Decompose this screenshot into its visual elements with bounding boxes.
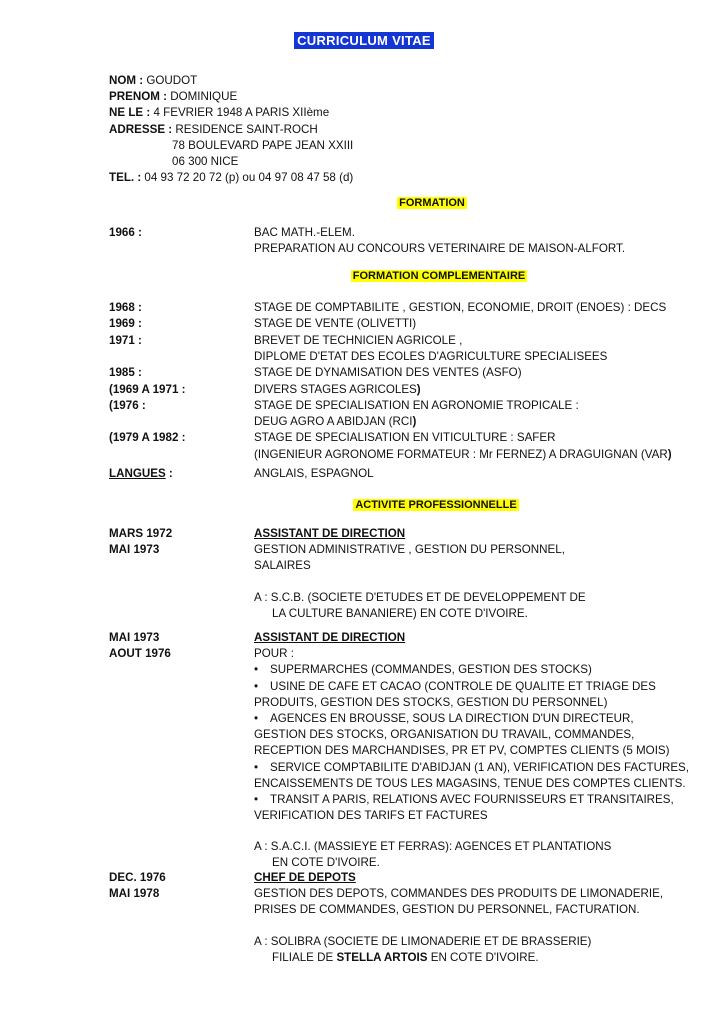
job-title: CHEF DE DEPOTS — [254, 871, 356, 884]
job-title: ASSISTANT DE DIRECTION — [254, 631, 406, 644]
cv-title: CURRICULUM VITAE — [0, 33, 728, 48]
cv-page: CURRICULUM VITAE NOM : GOUDOT PRENOM : DOMINIQUE NE LE : 4 FEVRIER 1948 A PARIS XIIème ADRESSE : RESIDENCE SAINT-ROCH 78 BOULEVARD PAPE JEAN XXIII 06 300 NICE TEL. : 04 93 72 20 72 (p) ou 04 97 08 47 58 (d) FORMATION 1966 : BAC MATH.-ELEM. PREPARATION AU CONCOURS VETERINAIRE DE MAISON-ALFORT. FORMATION COMPLEMENTAIRE 1968 : STAGE DE COMPTABILITE , GESTION, ECONOMIE, DROIT (ENOES) : DECS 1969 : STAGE DE VENTE (OLIVETTI) 1971 : BREVET DE TECHNICIEN AGRICOLE , DIPLOME D'ETAT DES ECOLES D'AGRICULTURE SPECIALISEES 1985 : STAGE DE DYNAMISATION DES VENTES (ASFO) (1969 A 1971 : DIVERS STAGES AGRICOLES) (1976 : STAGE DE SPECIALISATION EN AGRONOMIE TROPICALE : DEUG AGRO A ABIDJAN (RCI) (1979 A 1982 : STAGE DE SPECIALISATION EN VITICULTURE : SAFER (INGENIEUR AGRONOME FORMATEUR : Mr FERNEZ) A DRAGUIGNAN (VAR) LANGUES : ANGLAIS, ESPAGNOL ACTIVITE PROFESSIONNELLE MARS 1972 MAI 1973 ASSISTANT DE DIRECTION GESTION ADMINISTRATIVE , GESTION DU PERSONNEL, SALAIRES A : S.C.B. (SOCIETE D'ETUDES ET DE DEVELOPPEMENT DE LA CULTURE BANANIERE) EN COTE D'IVOIRE. MAI 1973 AOUT 1976 ASSISTANT DE DIRECTION POUR : • SUPERMARCHES (COMMANDES, GESTION DES STOCKS) • USINE DE CAFE ET CACAO (CONTROLE DE QUALITE ET TRIAGE DES PRODUITS, GESTION DES STOCKS, GESTION DU PERSONNEL) • AGENCES EN BROUSSE, SOUS LA DIRECTION D'UN DIRECTEUR, GESTION DES STOCKS, ORGANISATION DU TRAVAIL, COMMANDES, RECEPTION DES MARCHANDISES, PR ET PV, COMPTES CLIENTS (5 MOIS) • SERVICE COMPTABILITE D'ABIDJAN (1 AN), VERIFICATION DES FACTURES, ENCAISSEMENTS DE TOUS LES MAGASINS, TENUE DES COMPTES CLIENTS. • TRANSIT A PARIS, RELATIONS AVEC FOURNISSEURS ET TRANSITAIRES, VERIFICATION DES TARIFS ET FACTURES A : S.A.C.I. (MASSIEYE ET FERRAS): AGENCES ET PLANTATIONS EN COTE D'IVOIRE. DEC. 1976 MAI 1978 CHEF DE DEPOTS GESTION DES DEPOTS, COMMANDES DES PRODUITS DE LIMONADERIE, PRISES DE COMMANDES, GESTION DU PERSONNEL, FACTURATION. A : SOLIBRA (SOCIETE DE LIMONADERIE ET DE BRASSERIE) FILIALE DE STELLA ARTOIS EN COTE D'IVOIRE. — [0, 0, 728, 1030]
address-line: ADRESSE : RESIDENCE SAINT-ROCH — [109, 122, 318, 136]
list-item: • SUPERMARCHES (COMMANDES, GESTION DES STOCKS) — [254, 663, 592, 677]
section-formation-complementaire: FORMATION COMPLEMENTAIRE — [352, 270, 526, 282]
list-item: • AGENCES EN BROUSSE, SOUS LA DIRECTION D'UN DIRECTEUR, — [254, 711, 634, 725]
section-formation: FORMATION — [399, 197, 465, 209]
section-activite: ACTIVITE PROFESSIONNELLE — [355, 499, 517, 511]
list-item: • USINE DE CAFE ET CACAO (CONTROLE DE QUALITE ET TRIAGE DES — [254, 679, 656, 693]
address-line-2: 78 BOULEVARD PAPE JEAN XXIII — [172, 138, 354, 152]
identity-block — [109, 73, 353, 186]
phone-line: TEL. : 04 93 72 20 72 (p) ou 04 97 08 47 58 (d) — [109, 171, 354, 185]
list-item: • TRANSIT A PARIS, RELATIONS AVEC FOURNISSEURS ET TRANSITAIRES, — [254, 792, 674, 806]
address-line-3: 06 300 NICE — [172, 154, 239, 168]
nom-line: NOM : GOUDOT — [109, 74, 198, 87]
birth-line: NE LE : 4 FEVRIER 1948 A PARIS XIIème — [109, 106, 330, 120]
job-title: ASSISTANT DE DIRECTION — [254, 527, 406, 540]
prenom-line: PRENOM : DOMINIQUE — [109, 90, 238, 104]
list-item: • SERVICE COMPTABILITE D'ABIDJAN (1 AN), VERIFICATION DES FACTURES, — [254, 760, 690, 774]
